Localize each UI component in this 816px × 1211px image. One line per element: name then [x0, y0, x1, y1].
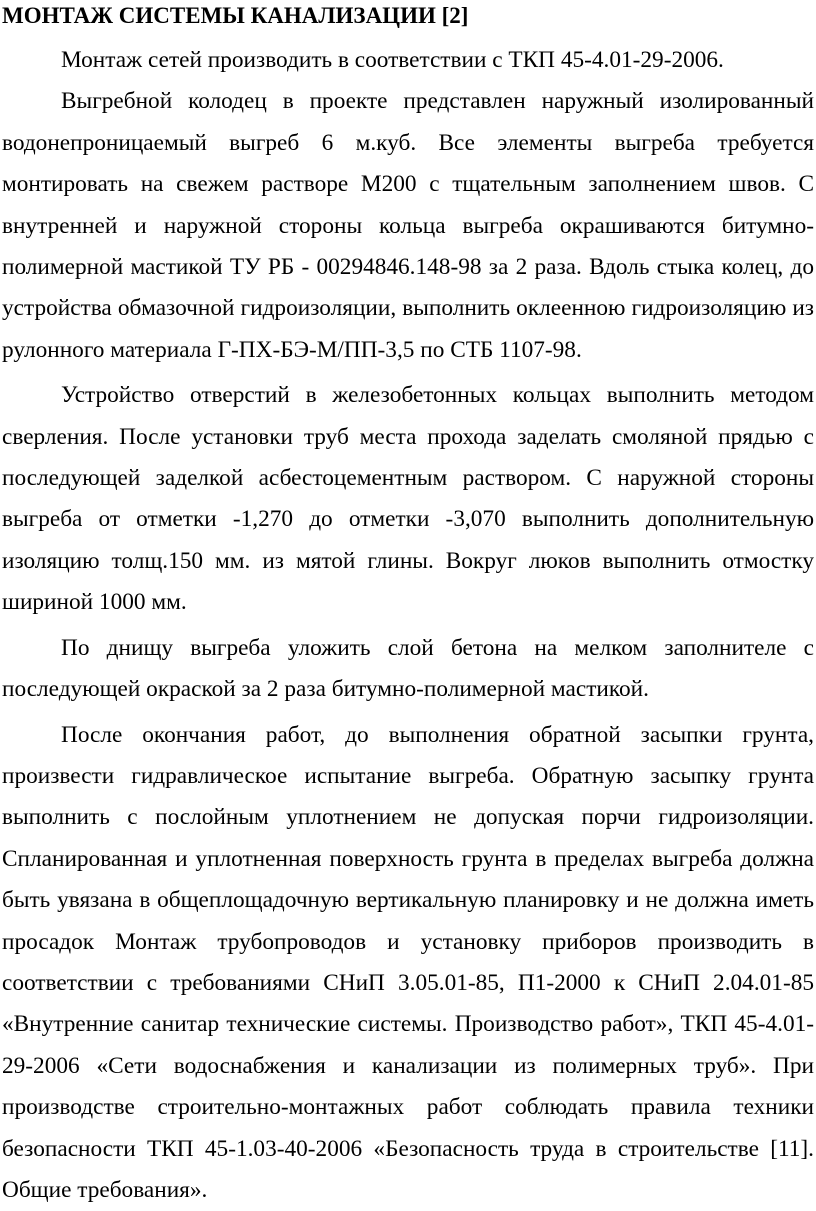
paragraph-openings: Устройство отверстий в железобетонных кольцах выполнить методом сверления. После установки труб места прохода заделать смоляной прядью с последующей заделкой асбестоцементным раствором. С наружной стороны выгреба от отметки -1,270 до отметки -3,070 выполнить дополнительную изоляцию толщ.150 мм. из мятой глины. Вокруг люков выполнить отмостку шириной 1000 мм. [2, 375, 814, 623]
paragraph-bottom: По днищу выгреба уложить слой бетона на мелком заполнителе с последующей окраской за 2 раза битумно-полимерной мастикой. [2, 628, 814, 711]
document-title: МОНТАЖ СИСТЕМЫ КАНАЛИЗАЦИИ [2] [2, 2, 814, 30]
paragraph-septic-well: Выгребной колодец в проекте представлен наружный изолированный водонепроницаемый выгреб 6 м.куб. Все элементы выгреба требуется монтировать на свежем растворе М200 с тщательным заполнением швов. С внутренней и наружной стороны кольца выгреба окрашиваются битумно-полимерной мастикой ТУ РБ - 00294846.148-98 за 2 раза. Вдоль стыка колец, до устройства обмазочной гидроизоляции, выполнить оклеенною гидроизоляцию из рулонного материала Г-ПХ-БЭ-М/ПП-3,5 по СТБ 1107-98. [2, 81, 814, 371]
paragraph-testing-and-backfill: После окончания работ, до выполнения обратной засыпки грунта, произвести гидравлическое испытание выгреба. Обратную засыпку грунта выполнить с послойным уплотнением не допуская порчи гидроизоляции. Спланированная и уплотненная поверхность грунта в пределах выгреба должна быть увязана в общеплощадочную вертикальную планировку и не должна иметь просадок Монтаж трубопроводов и установку приборов производить в соответствии с требованиями СНиП 3.05.01-85, П1-2000 к СНиП 2.04.01-85 «Внутренние санитар технические системы. Производство работ», ТКП 45-4.01-29-2006 «Сети водоснабжения и канализации из полимерных труб». При производстве строительно-монтажных работ соблюдать правила техники безопасности ТКП 45-1.03-40-2006 «Безопасность труда в строительстве [11]. Общие требования». [2, 715, 814, 1211]
paragraph-installation-standard: Монтаж сетей производить в соответствии с ТКП 45-4.01-29-2006. [2, 40, 814, 81]
